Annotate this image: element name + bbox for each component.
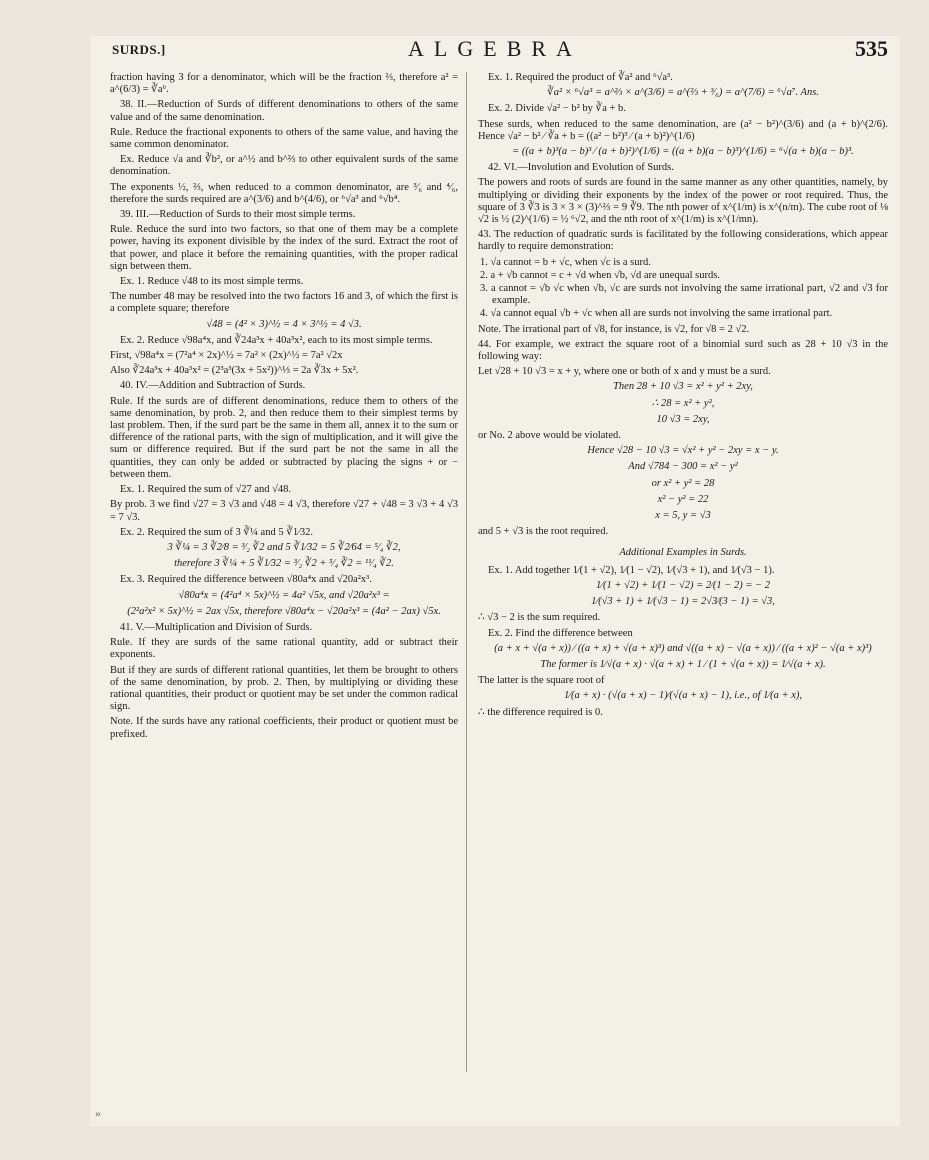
- paragraph: Rule. Reduce the surd into two factors, so that one of them may be a complete power, having its exponent divisible by the index of the surd. Extract the root of that power, and place it before the remaining quantities, with the proper radical sign between them.: [110, 224, 458, 272]
- example-line: Ex. 3. Required the difference between √80a⁴x and √20a²x³.: [120, 574, 372, 586]
- left-column: [110, 72, 458, 744]
- paragraph: Rule. If the surds are of different denominations, reduce them to others of the same denomination, by prob. 2, and then reduce them to their simplest terms by last problem. Then, if the surd part be the same in them all, annex it to the sum or difference of the rational parts, with the sign of multiplication, and it will give the sum or difference required. But if the surd part be not the same in all the quantities, they can only be added or subtracted by placing the signs + or − between them.: [110, 395, 458, 480]
- equation-line: 10 √3 = 2xy,: [656, 413, 710, 425]
- section-heading: 40. IV.—Addition and Subtraction of Surds.: [120, 380, 306, 392]
- example-line: Ex. 2. Divide √a² − b² by ∛a + b.: [488, 103, 626, 115]
- page-number: 535: [855, 36, 888, 61]
- paragraph: 43. The reduction of quadratic surds is facilitated by the following considerations, which appear hardly to require demonstration:: [478, 229, 888, 253]
- equation-line: √48 = (4² × 3)^½ = 4 × 3^½ = 4 √3.: [206, 318, 362, 330]
- header-section-label: SURDS.]: [112, 42, 166, 57]
- section-heading: 42. VI.—Involution and Evolution of Surds.: [488, 162, 674, 174]
- equation-line: Then 28 + 10 √3 = x² + y² + 2xy,: [613, 381, 753, 393]
- list-item: 3. a cannot = √b √c when √b, √c are surds not involving the same irrational part, √2 and √3 for example.: [480, 283, 888, 307]
- equation-line: √80a⁴x = (4²a⁴ × 5x)^½ = 4a² √5x, and √20a²x³ =: [178, 589, 390, 601]
- subheading: Additional Examples in Surds.: [619, 546, 747, 558]
- running-header: [90, 36, 900, 62]
- equation-line: or x² + y² = 28: [651, 477, 715, 489]
- example-line: Ex. 2. Reduce √98a⁴x, and ∛24a³x + 40a³x², each to its most simple terms.: [120, 334, 433, 346]
- header-title: ALGEBRA: [408, 36, 582, 61]
- section-heading: 39. III.—Reduction of Surds to their most simple terms.: [120, 209, 356, 221]
- equation-line: 1⁄(1 + √2) + 1⁄(1 − √2) = 2⁄(1 − 2) = − 2: [596, 579, 770, 591]
- example-line: Ex. 2. Find the difference between: [488, 627, 633, 639]
- paragraph: fraction having 3 for a denominator, which will be the fraction ⅔, therefore a² = a^(6/3) = ∛a⁶.: [110, 72, 458, 96]
- numbered-list: [478, 257, 888, 321]
- section-heading: 41. V.—Multiplication and Division of Surds.: [120, 621, 313, 633]
- paragraph: The latter is the square root of: [478, 675, 605, 687]
- example-line: Ex. 2. Required the sum of 3 ∛¼ and 5 ∛1⁄32.: [120, 526, 314, 538]
- example-line: Ex. 1. Reduce √48 to its most simple terms.: [120, 276, 304, 288]
- equation-line: 3 ∛¼ = 3 ∛2⁄8 = ³⁄₂ ∛2 and 5 ∛1⁄32 = 5 ∛2⁄64 = ⁵⁄₄ ∛2,: [167, 541, 401, 553]
- equation-line: x² − y² = 22: [657, 493, 709, 505]
- paragraph: These surds, when reduced to the same denomination, are (a² − b²)^(3/6) and (a + b)^(2/6). Hence √a² − b² ⁄ ∛a + b = ((a² − b²)³ ⁄ (a + b)²)^(1/6): [478, 118, 888, 142]
- paragraph: But if they are surds of different rational quantities, let them be brought to others of the same denomination, by prob. 2. Then, by multiplying or dividing these rational quantities, their product or quotient may be set under the common radical sign.: [110, 664, 458, 713]
- equation-line: Hence √28 − 10 √3 = √x² + y² − 2xy = x − y.: [587, 445, 779, 457]
- example-line: Ex. 1. Add together 1⁄(1 + √2), 1⁄(1 − √2), 1⁄(√3 + 1), and 1⁄(√3 − 1).: [488, 564, 775, 576]
- right-column: [478, 72, 888, 722]
- equation-line: therefore 3 ∛¼ + 5 ∛1⁄32 = ³⁄₂ ∛2 + ⁵⁄₄ ∛2 = ¹¹⁄₄ ∛2.: [174, 558, 394, 570]
- example-line: Ex. 1. Required the sum of √27 and √48.: [120, 484, 292, 496]
- paragraph: ∴ the difference required is 0.: [478, 706, 603, 718]
- paragraph: 44. For example, we extract the square root of a binomial surd such as 28 + 10 √3 in the following way:: [478, 338, 888, 363]
- paragraph: Rule. Reduce the fractional exponents to others of the same value, and having the same common denominator.: [110, 126, 458, 151]
- equation-line: (a + x + √(a + x)) ⁄ ((a + x) + √(a + x)³) and √((a + x) − √(a + x)) ⁄ ((a + x)² − √(a + x)³): [494, 642, 872, 654]
- paragraph: Note. The irrational part of √8, for instance, is √2, for √8 = 2 √2.: [478, 323, 750, 335]
- list-item: 1. √a cannot = b + √c, when √c is a surd.: [480, 256, 651, 268]
- paragraph: By prob. 3 we find √27 = 3 √3 and √48 = 4 √3, therefore √27 + √48 = 3 √3 + 4 √3 = 7 √3.: [110, 499, 458, 523]
- example-line: Ex. 1. Required the product of ∛a² and ⁶√a³.: [488, 72, 673, 83]
- list-item: 4. √a cannot equal √b + √c when all are surds not involving the same irrational part.: [480, 308, 833, 320]
- paragraph: The exponents ½, ⅔, when reduced to a common denominator, are ³⁄₆ and ⁴⁄₆, therefore the surds required are a^(3/6) and b^(4/6), or ⁶√a³ and ⁶√b⁴.: [110, 181, 458, 205]
- equation-line: The former is 1⁄√(a + x) · √(a + x) + 1 ⁄ (1 + √(a + x)) = 1⁄√(a + x).: [540, 658, 826, 670]
- paragraph: Rule. If they are surds of the same rational quantity, add or subtract their exponents.: [110, 637, 458, 661]
- paragraph: or No. 2 above would be violated.: [478, 430, 621, 442]
- example-line: Ex. Reduce √a and ∛b², or a^½ and b^⅔ to other equivalent surds of the same denomination.: [110, 154, 458, 178]
- equation-line: ∛a² × ⁶√a³ = a^⅔ × a^(3/6) = a^(⅔ + ³⁄₆) = a^(7/6) = ⁶√a⁷. Ans.: [547, 87, 819, 99]
- book-page: [90, 36, 900, 1126]
- paragraph: Note. If the surds have any rational coefficients, their product or quotient must be prefixed.: [110, 716, 458, 740]
- list-item: 2. a + √b cannot = c + √d when √b, √d are unequal surds.: [480, 269, 720, 281]
- margin-mark: »: [95, 1106, 101, 1120]
- column-divider: [466, 72, 467, 1072]
- section-heading: 38. II.—Reduction of Surds of different denominations to others of the same value and of the same denomination.: [110, 99, 458, 123]
- equation-line: x = 5, y = √3: [655, 510, 711, 522]
- equation-line: 1⁄(√3 + 1) + 1⁄(√3 − 1) = 2√3⁄(3 − 1) = √3,: [591, 596, 775, 608]
- paragraph: The number 48 may be resolved into the two factors 16 and 3, of which the first is a complete square; therefore: [110, 291, 458, 315]
- equation-line: 1⁄(a + x) · (√(a + x) − 1)⁄(√(a + x) − 1), i.e., of 1⁄(a + x),: [563, 690, 803, 702]
- paragraph: First, √98a⁴x = (7²a⁴ × 2x)^½ = 7a² × (2x)^½ = 7a² √2x: [110, 350, 343, 362]
- equation-line: ∴ 28 = x² + y²,: [651, 397, 715, 409]
- paragraph: The powers and roots of surds are found in the same manner as any other quantities, namely, by multiplying or dividing their exponents by the index of the power or root required. Thus, the square of 3 ∛3 is 3 × 3 × (3)^⅔ = 9 ∛9. The nth power of x^(1/m) is x^(n/m). The cube root of ⅛ √2 is ½ (2)^(1/6) = ½ ⁶√2, and the nth root of x^(1/m) is x^(1/mn).: [478, 177, 888, 226]
- equation-line: (2²a²x² × 5x)^½ = 2ax √5x, therefore √80a⁴x − √20a²x³ = (4a² − 2ax) √5x.: [127, 605, 441, 617]
- paragraph: Also ∛24a³x + 40a³x² = (2³a³(3x + 5x²))^⅓ = 2a ∛3x + 5x².: [110, 365, 359, 377]
- equation-line: And √784 − 300 = x² − y²: [628, 461, 738, 473]
- paragraph: ∴ √3 − 2 is the sum required.: [478, 612, 601, 624]
- paragraph: and 5 + √3 is the root required.: [478, 526, 609, 538]
- equation-line: = ((a + b)³(a − b)³ ⁄ (a + b)²)^(1/6) = ((a + b)(a − b)³)^(1/6) = ⁶√(a + b)(a − b)³.: [512, 146, 854, 158]
- paragraph: Let √28 + 10 √3 = x + y, where one or both of x and y must be a surd.: [478, 366, 771, 378]
